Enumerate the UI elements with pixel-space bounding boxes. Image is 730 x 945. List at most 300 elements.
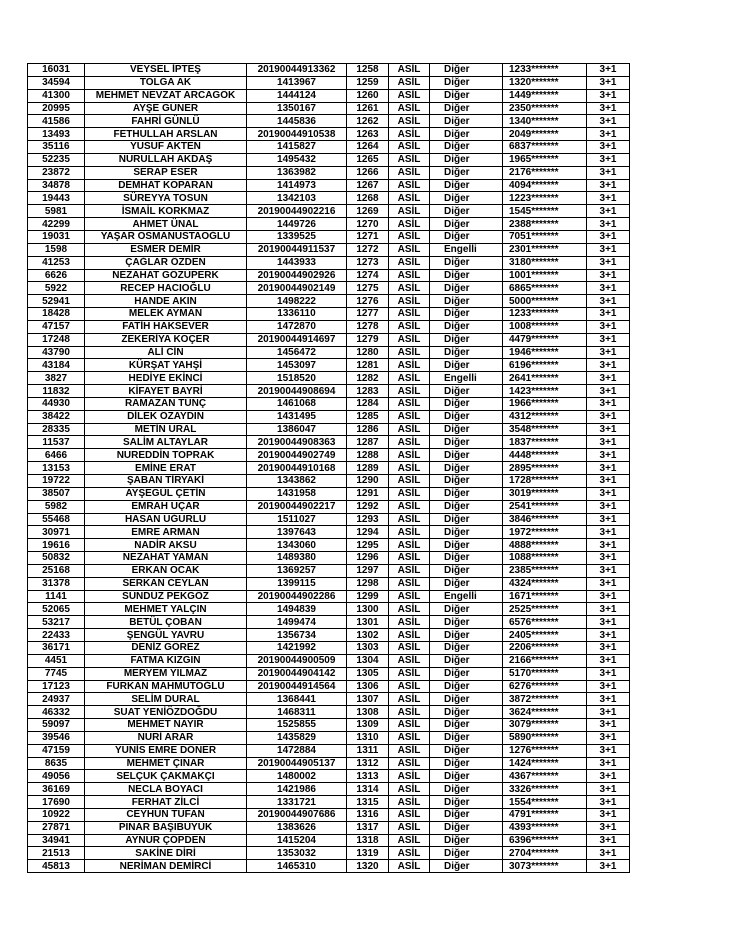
table-row <box>28 475 630 488</box>
status-cell: ASİL <box>389 166 430 179</box>
application-number-cell: 1511027 <box>247 513 347 526</box>
room-type-cell: 3+1 <box>587 834 630 847</box>
masked-phone-cell: 2405******* <box>503 629 587 642</box>
applicant-id-cell: 25168 <box>28 564 85 577</box>
table-row <box>28 667 630 680</box>
masked-phone-cell: 1423******* <box>503 385 587 398</box>
category-cell: Diğer <box>430 89 503 102</box>
category-cell: Diğer <box>430 808 503 821</box>
room-type-cell: 3+1 <box>587 230 630 243</box>
sequence-number-cell: 1279 <box>347 333 389 346</box>
category-cell: Diğer <box>430 487 503 500</box>
table-row <box>28 719 630 732</box>
table-row <box>28 706 630 719</box>
applicant-id-cell: 19443 <box>28 192 85 205</box>
table-row <box>28 629 630 642</box>
sequence-number-cell: 1306 <box>347 680 389 693</box>
applicant-id-cell: 5982 <box>28 500 85 513</box>
status-cell: ASİL <box>389 783 430 796</box>
application-number-cell: 20190044902149 <box>247 282 347 295</box>
applicant-id-cell: 19616 <box>28 539 85 552</box>
masked-phone-cell: 1223******* <box>503 192 587 205</box>
status-cell: ASİL <box>389 115 430 128</box>
applicant-id-cell: 34941 <box>28 834 85 847</box>
room-type-cell: 3+1 <box>587 680 630 693</box>
applicant-id-cell: 55468 <box>28 513 85 526</box>
table-row <box>28 230 630 243</box>
sequence-number-cell: 1274 <box>347 269 389 282</box>
status-cell: ASİL <box>389 641 430 654</box>
category-cell: Diğer <box>430 603 503 616</box>
applicant-name-cell: ERKAN OCAK <box>85 564 247 577</box>
applicant-name-cell: BETÜL ÇOBAN <box>85 616 247 629</box>
category-cell: Diğer <box>430 282 503 295</box>
sequence-number-cell: 1314 <box>347 783 389 796</box>
room-type-cell: 3+1 <box>587 333 630 346</box>
status-cell: ASİL <box>389 295 430 308</box>
applicant-name-cell: RAMAZAN TUNÇ <box>85 397 247 410</box>
sequence-number-cell: 1268 <box>347 192 389 205</box>
masked-phone-cell: 1424******* <box>503 757 587 770</box>
status-cell: ASİL <box>389 693 430 706</box>
status-cell: ASİL <box>389 333 430 346</box>
sequence-number-cell: 1290 <box>347 475 389 488</box>
applicant-id-cell: 28335 <box>28 423 85 436</box>
sequence-number-cell: 1276 <box>347 295 389 308</box>
sequence-number-cell: 1272 <box>347 243 389 256</box>
applicant-name-cell: PINAR BAŞIBÜYÜK <box>85 821 247 834</box>
masked-phone-cell: 1545******* <box>503 205 587 218</box>
room-type-cell: 3+1 <box>587 359 630 372</box>
room-type-cell: 3+1 <box>587 166 630 179</box>
application-number-cell: 1356734 <box>247 629 347 642</box>
table-row <box>28 641 630 654</box>
table-row <box>28 539 630 552</box>
masked-phone-cell: 2350******* <box>503 102 587 115</box>
status-cell: ASİL <box>389 796 430 809</box>
applicant-id-cell: 6626 <box>28 269 85 282</box>
category-cell: Diğer <box>430 192 503 205</box>
status-cell: ASİL <box>389 526 430 539</box>
sequence-number-cell: 1260 <box>347 89 389 102</box>
applicant-name-cell: AHMET ÜNAL <box>85 218 247 231</box>
status-cell: ASİL <box>389 230 430 243</box>
masked-phone-cell: 2641******* <box>503 372 587 385</box>
room-type-cell: 3+1 <box>587 783 630 796</box>
applicant-name-cell: NURİ ARAR <box>85 731 247 744</box>
table-row <box>28 269 630 282</box>
category-cell: Diğer <box>430 205 503 218</box>
applicant-name-cell: NUREDDİN TOPRAK <box>85 449 247 462</box>
category-cell: Diğer <box>430 230 503 243</box>
applicant-id-cell: 38507 <box>28 487 85 500</box>
table-row <box>28 115 630 128</box>
room-type-cell: 3+1 <box>587 89 630 102</box>
table-row <box>28 757 630 770</box>
applicant-id-cell: 22433 <box>28 629 85 642</box>
applicant-name-cell: SELİM DURAL <box>85 693 247 706</box>
room-type-cell: 3+1 <box>587 487 630 500</box>
masked-phone-cell: 3846******* <box>503 513 587 526</box>
room-type-cell: 3+1 <box>587 295 630 308</box>
room-type-cell: 3+1 <box>587 821 630 834</box>
room-type-cell: 3+1 <box>587 552 630 565</box>
applicant-name-cell: FATİH HAKSEVER <box>85 320 247 333</box>
category-cell: Diğer <box>430 616 503 629</box>
masked-phone-cell: 4312******* <box>503 410 587 423</box>
table-row <box>28 192 630 205</box>
room-type-cell: 3+1 <box>587 744 630 757</box>
applicant-id-cell: 10922 <box>28 808 85 821</box>
status-cell: ASİL <box>389 860 430 873</box>
sequence-number-cell: 1320 <box>347 860 389 873</box>
category-cell: Diğer <box>430 821 503 834</box>
room-type-cell: 3+1 <box>587 539 630 552</box>
applicant-name-cell: MEHMET NAYIR <box>85 719 247 732</box>
application-number-cell: 1468311 <box>247 706 347 719</box>
room-type-cell: 3+1 <box>587 641 630 654</box>
applicant-id-cell: 18428 <box>28 308 85 321</box>
applicant-name-cell: ZEKERİYA KOÇER <box>85 333 247 346</box>
applicant-id-cell: 53217 <box>28 616 85 629</box>
masked-phone-cell: 4367******* <box>503 770 587 783</box>
sequence-number-cell: 1264 <box>347 141 389 154</box>
application-number-cell: 1498222 <box>247 295 347 308</box>
applicant-id-cell: 21513 <box>28 847 85 860</box>
category-cell: Diğer <box>430 706 503 719</box>
application-number-cell: 1431958 <box>247 487 347 500</box>
room-type-cell: 3+1 <box>587 397 630 410</box>
applicant-id-cell: 45813 <box>28 860 85 873</box>
applicant-id-cell: 24937 <box>28 693 85 706</box>
table-row <box>28 102 630 115</box>
masked-phone-cell: 3180******* <box>503 256 587 269</box>
sequence-number-cell: 1299 <box>347 590 389 603</box>
application-number-cell: 1386047 <box>247 423 347 436</box>
room-type-cell: 3+1 <box>587 654 630 667</box>
sequence-number-cell: 1261 <box>347 102 389 115</box>
table-row <box>28 346 630 359</box>
status-cell: ASİL <box>389 192 430 205</box>
sequence-number-cell: 1307 <box>347 693 389 706</box>
category-cell: Diğer <box>430 680 503 693</box>
status-cell: ASİL <box>389 102 430 115</box>
room-type-cell: 3+1 <box>587 218 630 231</box>
masked-phone-cell: 5170******* <box>503 667 587 680</box>
applicant-name-cell: MEHMET NEVZAT ARCAGÖK <box>85 89 247 102</box>
table-row <box>28 423 630 436</box>
status-cell: ASİL <box>389 372 430 385</box>
applicant-id-cell: 35116 <box>28 141 85 154</box>
room-type-cell: 3+1 <box>587 706 630 719</box>
room-type-cell: 3+1 <box>587 796 630 809</box>
category-cell: Diğer <box>430 385 503 398</box>
applicant-name-cell: YUSUF AKTEN <box>85 141 247 154</box>
application-number-cell: 20190044914697 <box>247 333 347 346</box>
status-cell: ASİL <box>389 89 430 102</box>
status-cell: ASİL <box>389 500 430 513</box>
sequence-number-cell: 1286 <box>347 423 389 436</box>
sequence-number-cell: 1265 <box>347 153 389 166</box>
applicant-id-cell: 34878 <box>28 179 85 192</box>
category-cell: Diğer <box>430 333 503 346</box>
applicant-name-cell: MEHMET YALÇIN <box>85 603 247 616</box>
sequence-number-cell: 1267 <box>347 179 389 192</box>
applicant-id-cell: 1141 <box>28 590 85 603</box>
applicant-name-cell: KÜRŞAT YAHŞİ <box>85 359 247 372</box>
room-type-cell: 3+1 <box>587 372 630 385</box>
applicant-name-cell: EMİNE ERAT <box>85 462 247 475</box>
applicant-name-cell: HEDİYE EKİNCİ <box>85 372 247 385</box>
application-number-cell: 1461068 <box>247 397 347 410</box>
category-cell: Diğer <box>430 308 503 321</box>
application-number-cell: 1350167 <box>247 102 347 115</box>
masked-phone-cell: 3326******* <box>503 783 587 796</box>
masked-phone-cell: 1276******* <box>503 744 587 757</box>
masked-phone-cell: 1946******* <box>503 346 587 359</box>
masked-phone-cell: 6837******* <box>503 141 587 154</box>
application-number-cell: 1353032 <box>247 847 347 860</box>
application-number-cell: 1525855 <box>247 719 347 732</box>
status-cell: ASİL <box>389 243 430 256</box>
application-number-cell: 1331721 <box>247 796 347 809</box>
applicant-name-cell: FERHAT ZİLCİ <box>85 796 247 809</box>
applicant-name-cell: DİLEK ÖZAYDIN <box>85 410 247 423</box>
applicant-id-cell: 31378 <box>28 577 85 590</box>
table-row <box>28 834 630 847</box>
applicant-id-cell: 27871 <box>28 821 85 834</box>
category-cell: Diğer <box>430 757 503 770</box>
status-cell: ASİL <box>389 76 430 89</box>
applicant-name-cell: MERYEM YILMAZ <box>85 667 247 680</box>
masked-phone-cell: 1728******* <box>503 475 587 488</box>
table-row <box>28 564 630 577</box>
masked-phone-cell: 4393******* <box>503 821 587 834</box>
sequence-number-cell: 1258 <box>347 64 389 77</box>
sequence-number-cell: 1310 <box>347 731 389 744</box>
masked-phone-cell: 7051******* <box>503 230 587 243</box>
table-row <box>28 693 630 706</box>
masked-phone-cell: 3872******* <box>503 693 587 706</box>
application-number-cell: 1342103 <box>247 192 347 205</box>
masked-phone-cell: 3019******* <box>503 487 587 500</box>
sequence-number-cell: 1288 <box>347 449 389 462</box>
category-cell: Diğer <box>430 667 503 680</box>
room-type-cell: 3+1 <box>587 243 630 256</box>
status-cell: ASİL <box>389 552 430 565</box>
sequence-number-cell: 1262 <box>347 115 389 128</box>
room-type-cell: 3+1 <box>587 423 630 436</box>
masked-phone-cell: 4094******* <box>503 179 587 192</box>
application-number-cell: 20190044902286 <box>247 590 347 603</box>
sequence-number-cell: 1287 <box>347 436 389 449</box>
sequence-number-cell: 1263 <box>347 128 389 141</box>
status-cell: ASİL <box>389 847 430 860</box>
room-type-cell: 3+1 <box>587 269 630 282</box>
sequence-number-cell: 1313 <box>347 770 389 783</box>
sequence-number-cell: 1317 <box>347 821 389 834</box>
category-cell: Diğer <box>430 796 503 809</box>
sequence-number-cell: 1282 <box>347 372 389 385</box>
application-number-cell: 1336110 <box>247 308 347 321</box>
application-number-cell: 1414973 <box>247 179 347 192</box>
category-cell: Diğer <box>430 552 503 565</box>
table-row <box>28 205 630 218</box>
application-number-cell: 1399115 <box>247 577 347 590</box>
table-row <box>28 179 630 192</box>
room-type-cell: 3+1 <box>587 513 630 526</box>
category-cell: Diğer <box>430 64 503 77</box>
application-number-cell: 1435829 <box>247 731 347 744</box>
table-row <box>28 513 630 526</box>
category-cell: Diğer <box>430 359 503 372</box>
category-cell: Engelli <box>430 243 503 256</box>
application-number-cell: 1415827 <box>247 141 347 154</box>
applicant-id-cell: 16031 <box>28 64 85 77</box>
application-number-cell: 1499474 <box>247 616 347 629</box>
status-cell: ASİL <box>389 731 430 744</box>
status-cell: ASİL <box>389 487 430 500</box>
category-cell: Diğer <box>430 834 503 847</box>
room-type-cell: 3+1 <box>587 616 630 629</box>
room-type-cell: 3+1 <box>587 462 630 475</box>
masked-phone-cell: 4448******* <box>503 449 587 462</box>
masked-phone-cell: 6196******* <box>503 359 587 372</box>
applicant-id-cell: 17690 <box>28 796 85 809</box>
applicant-id-cell: 17248 <box>28 333 85 346</box>
applicant-name-cell: SERKAN CEYLAN <box>85 577 247 590</box>
application-number-cell: 20190044904142 <box>247 667 347 680</box>
application-number-cell: 1489380 <box>247 552 347 565</box>
application-number-cell: 20190044910168 <box>247 462 347 475</box>
applicant-id-cell: 23872 <box>28 166 85 179</box>
table-row <box>28 770 630 783</box>
table-row <box>28 847 630 860</box>
category-cell: Diğer <box>430 500 503 513</box>
status-cell: ASİL <box>389 218 430 231</box>
table-row <box>28 128 630 141</box>
status-cell: ASİL <box>389 821 430 834</box>
status-cell: ASİL <box>389 359 430 372</box>
category-cell: Diğer <box>430 783 503 796</box>
room-type-cell: 3+1 <box>587 629 630 642</box>
category-cell: Diğer <box>430 731 503 744</box>
applicant-id-cell: 43790 <box>28 346 85 359</box>
application-number-cell: 20190044902216 <box>247 205 347 218</box>
masked-phone-cell: 4888******* <box>503 539 587 552</box>
status-cell: ASİL <box>389 64 430 77</box>
applicant-id-cell: 6466 <box>28 449 85 462</box>
category-cell: Diğer <box>430 629 503 642</box>
room-type-cell: 3+1 <box>587 256 630 269</box>
room-type-cell: 3+1 <box>587 410 630 423</box>
masked-phone-cell: 6396******* <box>503 834 587 847</box>
table-row <box>28 731 630 744</box>
masked-phone-cell: 1965******* <box>503 153 587 166</box>
table-row <box>28 744 630 757</box>
table-row <box>28 616 630 629</box>
status-cell: ASİL <box>389 770 430 783</box>
category-cell: Diğer <box>430 423 503 436</box>
sequence-number-cell: 1312 <box>347 757 389 770</box>
status-cell: ASİL <box>389 539 430 552</box>
applicant-name-cell: ESMER DEMİR <box>85 243 247 256</box>
room-type-cell: 3+1 <box>587 577 630 590</box>
category-cell: Diğer <box>430 475 503 488</box>
applicant-name-cell: SÜNDÜZ PEKGÖZ <box>85 590 247 603</box>
room-type-cell: 3+1 <box>587 693 630 706</box>
applicant-id-cell: 17123 <box>28 680 85 693</box>
masked-phone-cell: 1233******* <box>503 308 587 321</box>
masked-phone-cell: 1449******* <box>503 89 587 102</box>
sequence-number-cell: 1277 <box>347 308 389 321</box>
status-cell: ASİL <box>389 757 430 770</box>
table-row <box>28 282 630 295</box>
application-number-cell: 1415204 <box>247 834 347 847</box>
applicant-name-cell: HANDE AKIN <box>85 295 247 308</box>
status-cell: ASİL <box>389 449 430 462</box>
masked-phone-cell: 2176******* <box>503 166 587 179</box>
room-type-cell: 3+1 <box>587 667 630 680</box>
applicant-id-cell: 39546 <box>28 731 85 744</box>
applicant-id-cell: 43184 <box>28 359 85 372</box>
category-cell: Diğer <box>430 179 503 192</box>
status-cell: ASİL <box>389 282 430 295</box>
sequence-number-cell: 1271 <box>347 230 389 243</box>
application-number-cell: 1343060 <box>247 539 347 552</box>
sequence-number-cell: 1278 <box>347 320 389 333</box>
masked-phone-cell: 1837******* <box>503 436 587 449</box>
table-row <box>28 308 630 321</box>
room-type-cell: 3+1 <box>587 141 630 154</box>
status-cell: ASİL <box>389 308 430 321</box>
table-row <box>28 141 630 154</box>
category-cell: Diğer <box>430 153 503 166</box>
table-row <box>28 860 630 873</box>
category-cell: Diğer <box>430 436 503 449</box>
applicant-id-cell: 11537 <box>28 436 85 449</box>
applicant-name-cell: MEHMET ÇINAR <box>85 757 247 770</box>
applicant-name-cell: NEZAHAT YAMAN <box>85 552 247 565</box>
category-cell: Diğer <box>430 860 503 873</box>
table-row <box>28 680 630 693</box>
applicant-id-cell: 47159 <box>28 744 85 757</box>
applicant-name-cell: YAŞAR OSMANUSTAOĞLU <box>85 230 247 243</box>
table-row <box>28 359 630 372</box>
room-type-cell: 3+1 <box>587 757 630 770</box>
table-row <box>28 410 630 423</box>
table-row <box>28 320 630 333</box>
table-row <box>28 436 630 449</box>
category-cell: Diğer <box>430 719 503 732</box>
sequence-number-cell: 1292 <box>347 500 389 513</box>
masked-phone-cell: 6865******* <box>503 282 587 295</box>
applicant-id-cell: 1598 <box>28 243 85 256</box>
status-cell: ASİL <box>389 577 430 590</box>
category-cell: Diğer <box>430 744 503 757</box>
applicant-id-cell: 41253 <box>28 256 85 269</box>
applicant-id-cell: 47157 <box>28 320 85 333</box>
applicant-name-cell: ÇAĞLAR ÖZDEN <box>85 256 247 269</box>
table-row <box>28 500 630 513</box>
sequence-number-cell: 1296 <box>347 552 389 565</box>
status-cell: ASİL <box>389 680 430 693</box>
application-number-cell: 1369257 <box>247 564 347 577</box>
application-number-cell: 1383626 <box>247 821 347 834</box>
masked-phone-cell: 1088******* <box>503 552 587 565</box>
room-type-cell: 3+1 <box>587 346 630 359</box>
application-number-cell: 1472884 <box>247 744 347 757</box>
